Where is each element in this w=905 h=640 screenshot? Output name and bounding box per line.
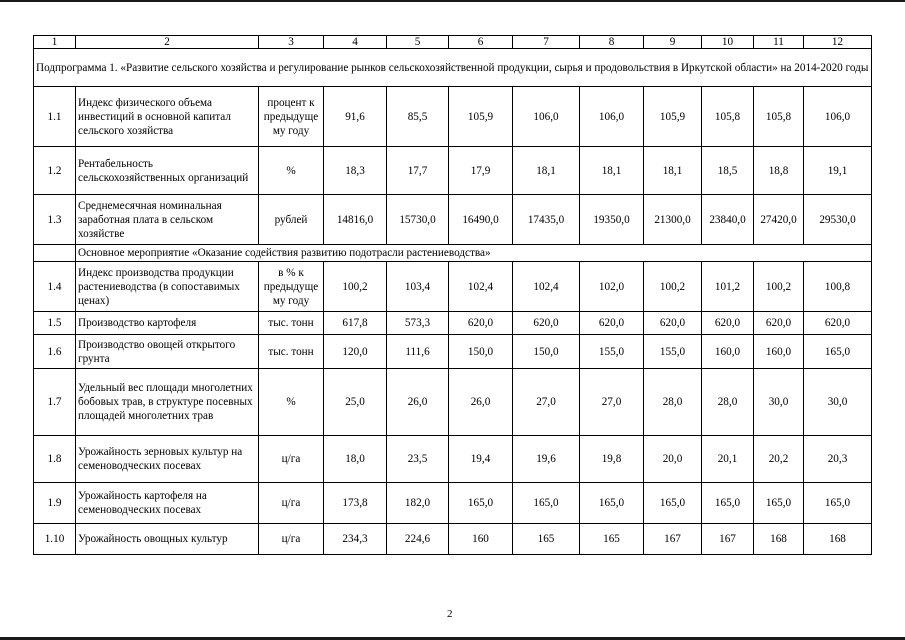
column-number-row	[34, 36, 872, 49]
indicator-value: 26,0	[449, 369, 513, 436]
indicator-value: 620,0	[644, 312, 702, 335]
indicator-value: 27,0	[580, 369, 644, 436]
indicator-value: 18,8	[754, 147, 804, 195]
indicator-value: 30,0	[804, 369, 872, 436]
indicator-value: 173,8	[324, 483, 387, 524]
indicator-value: 620,0	[702, 312, 754, 335]
column-number: 12	[804, 36, 872, 49]
indicator-value: 19,8	[580, 436, 644, 483]
indicator-value: 182,0	[387, 483, 449, 524]
indicator-value: 100,8	[804, 262, 872, 312]
table-row	[34, 195, 872, 245]
indicator-value: 19350,0	[580, 195, 644, 245]
indicator-value: 106,0	[804, 87, 872, 147]
indicator-value: 165,0	[804, 483, 872, 524]
row-number: 1.9	[34, 483, 76, 524]
indicator-value: 26,0	[387, 369, 449, 436]
indicator-value: 165	[513, 524, 580, 555]
row-number: 1.1	[34, 87, 76, 147]
row-number: 1.5	[34, 312, 76, 335]
indicator-value: 120,0	[324, 335, 387, 369]
indicator-value: 573,3	[387, 312, 449, 335]
indicator-value: 102,4	[449, 262, 513, 312]
column-number: 8	[580, 36, 644, 49]
indicator-value: 18,1	[644, 147, 702, 195]
table-row	[34, 436, 872, 483]
indicator-value: 16490,0	[449, 195, 513, 245]
indicator-value: 100,2	[754, 262, 804, 312]
column-number: 10	[702, 36, 754, 49]
indicator-value: 168	[804, 524, 872, 555]
indicator-value: 91,6	[324, 87, 387, 147]
indicator-value: 23840,0	[702, 195, 754, 245]
indicator-value: 106,0	[580, 87, 644, 147]
indicator-value: 30,0	[754, 369, 804, 436]
indicator-value: 224,6	[387, 524, 449, 555]
indicator-value: 18,5	[702, 147, 754, 195]
indicator-value: 150,0	[449, 335, 513, 369]
indicator-value: 105,8	[702, 87, 754, 147]
table-row	[34, 524, 872, 555]
table-row	[34, 483, 872, 524]
indicator-value: 105,9	[644, 87, 702, 147]
indicator-value: 155,0	[644, 335, 702, 369]
indicator-value: 23,5	[387, 436, 449, 483]
indicator-value: 15730,0	[387, 195, 449, 245]
row-number: 1.6	[34, 335, 76, 369]
indicator-name: Рентабельность сельскохозяйственных организаций	[76, 147, 259, 195]
unit-of-measure: ц/га	[259, 483, 324, 524]
unit-of-measure: ц/га	[259, 436, 324, 483]
indicator-value: 20,2	[754, 436, 804, 483]
indicator-value: 100,2	[324, 262, 387, 312]
indicator-value: 102,0	[580, 262, 644, 312]
indicator-name: Урожайность картофеля на семеноводческих посевах	[76, 483, 259, 524]
table-row	[34, 262, 872, 312]
column-number: 6	[449, 36, 513, 49]
table-row	[34, 147, 872, 195]
indicator-name: Урожайность зерновых культур на семеноводческих посевах	[76, 436, 259, 483]
column-number: 3	[259, 36, 324, 49]
table-row	[34, 335, 872, 369]
table-row	[34, 87, 872, 147]
indicator-value: 18,1	[580, 147, 644, 195]
indicator-value: 20,3	[804, 436, 872, 483]
indicator-name: Производство картофеля	[76, 312, 259, 335]
indicator-value: 165,0	[702, 483, 754, 524]
indicator-value: 160,0	[754, 335, 804, 369]
indicator-value: 17,7	[387, 147, 449, 195]
table-row	[34, 312, 872, 335]
unit-of-measure: в % к предыдуще му году	[259, 262, 324, 312]
indicator-name: Удельный вес площади многолетних бобовых трав, в структуре посевных площадей многолетних трав	[76, 369, 259, 436]
indicator-value: 617,8	[324, 312, 387, 335]
indicator-name: Индекс физического объема инвестиций в основной капитал сельского хозяйства	[76, 87, 259, 147]
main-activity-row	[34, 245, 872, 262]
indicator-value: 18,3	[324, 147, 387, 195]
indicator-value: 168	[754, 524, 804, 555]
row-number: 1.8	[34, 436, 76, 483]
indicator-value: 14816,0	[324, 195, 387, 245]
indicator-value: 28,0	[644, 369, 702, 436]
empty-cell	[34, 245, 76, 262]
scan-edge-top	[0, 0, 905, 2]
indicator-value: 234,3	[324, 524, 387, 555]
subprogram-title: Подпрограмма 1. «Развитие сельского хозяйства и регулирование рынков сельскохозяйственной продукции, сырья и продовольствия в Иркутской области» на 2014-2020 годы	[34, 49, 872, 87]
indicator-value: 155,0	[580, 335, 644, 369]
indicator-value: 165,0	[644, 483, 702, 524]
indicator-value: 111,6	[387, 335, 449, 369]
indicator-value: 620,0	[513, 312, 580, 335]
column-number: 9	[644, 36, 702, 49]
indicator-value: 167	[644, 524, 702, 555]
unit-of-measure: %	[259, 369, 324, 436]
indicator-value: 29530,0	[804, 195, 872, 245]
indicator-name: Среднемесячная номинальная заработная плата в сельском хозяйстве	[76, 195, 259, 245]
indicator-value: 25,0	[324, 369, 387, 436]
column-number: 7	[513, 36, 580, 49]
indicator-value: 103,4	[387, 262, 449, 312]
indicator-value: 19,4	[449, 436, 513, 483]
subprogram-row	[34, 49, 872, 87]
unit-of-measure: рублей	[259, 195, 324, 245]
indicator-value: 27420,0	[754, 195, 804, 245]
indicator-value: 165,0	[513, 483, 580, 524]
indicator-value: 101,2	[702, 262, 754, 312]
indicator-value: 160	[449, 524, 513, 555]
column-number: 5	[387, 36, 449, 49]
row-number: 1.4	[34, 262, 76, 312]
indicator-value: 167	[702, 524, 754, 555]
indicator-value: 620,0	[449, 312, 513, 335]
indicator-value: 165,0	[804, 335, 872, 369]
indicator-value: 100,2	[644, 262, 702, 312]
indicator-value: 620,0	[804, 312, 872, 335]
indicator-value: 105,9	[449, 87, 513, 147]
unit-of-measure: ц/га	[259, 524, 324, 555]
column-number: 4	[324, 36, 387, 49]
indicator-value: 165	[580, 524, 644, 555]
indicator-value: 19,6	[513, 436, 580, 483]
indicator-value: 165,0	[754, 483, 804, 524]
indicator-value: 160,0	[702, 335, 754, 369]
indicator-value: 28,0	[702, 369, 754, 436]
indicator-value: 106,0	[513, 87, 580, 147]
indicator-value: 620,0	[580, 312, 644, 335]
indicator-value: 17,9	[449, 147, 513, 195]
main-activity-title: Основное мероприятие «Оказание содействия развитию подотрасли растениеводства»	[76, 245, 872, 262]
column-number: 2	[76, 36, 259, 49]
indicator-value: 18,0	[324, 436, 387, 483]
indicator-value: 105,8	[754, 87, 804, 147]
page-number: 2	[447, 608, 453, 620]
indicator-value: 102,4	[513, 262, 580, 312]
indicator-value: 165,0	[580, 483, 644, 524]
unit-of-measure: тыс. тонн	[259, 335, 324, 369]
row-number: 1.7	[34, 369, 76, 436]
unit-of-measure: тыс. тонн	[259, 312, 324, 335]
indicator-value: 85,5	[387, 87, 449, 147]
indicator-value: 20,1	[702, 436, 754, 483]
row-number: 1.2	[34, 147, 76, 195]
unit-of-measure: %	[259, 147, 324, 195]
column-number: 11	[754, 36, 804, 49]
indicator-value: 620,0	[754, 312, 804, 335]
indicator-name: Индекс производства продукции растениеводства (в сопоставимых ценах)	[76, 262, 259, 312]
indicator-value: 150,0	[513, 335, 580, 369]
unit-of-measure: процент к предыдуще му году	[259, 87, 324, 147]
indicator-value: 19,1	[804, 147, 872, 195]
indicator-value: 27,0	[513, 369, 580, 436]
table-row	[34, 369, 872, 436]
indicators-table	[33, 35, 872, 555]
indicator-name: Урожайность овощных культур	[76, 524, 259, 555]
indicator-value: 18,1	[513, 147, 580, 195]
indicator-value: 165,0	[449, 483, 513, 524]
indicator-value: 17435,0	[513, 195, 580, 245]
indicator-name: Производство овощей открытого грунта	[76, 335, 259, 369]
column-number: 1	[34, 36, 76, 49]
row-number: 1.10	[34, 524, 76, 555]
indicator-value: 21300,0	[644, 195, 702, 245]
row-number: 1.3	[34, 195, 76, 245]
indicator-value: 20,0	[644, 436, 702, 483]
